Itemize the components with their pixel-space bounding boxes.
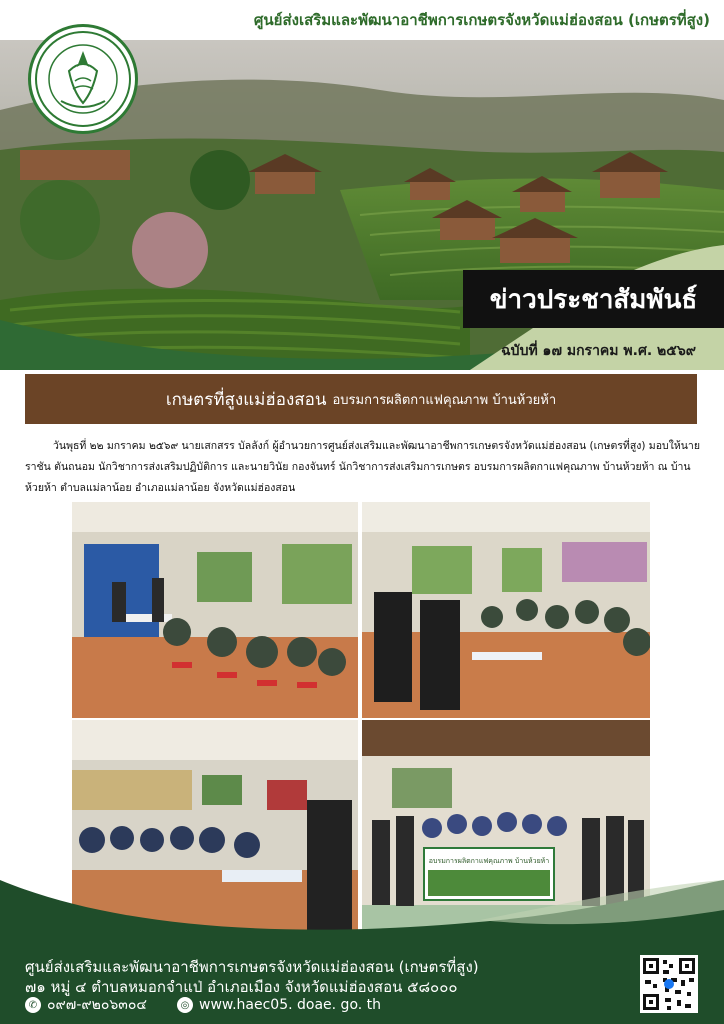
news-paragraph: วันพุธที่ ๒๒ มกราคม ๒๕๖๙ นายเสกสรร บัลลังก์ ผู้อำนวยการศูนย์ส่งเสริมและพัฒนาอาชีพการเกษตรจังหวัดแม่ฮ่องสอน (เกษตรที่สูง) มอบให้นายราชัน ตันถนอม นักวิชาการส่งเสริมปฏิบัติการ และนายวินัย กองจันทร์ นักวิชาการส่งเสริมการเกษตร อบรมการผลิตกาแฟคุณภาพ บ้านห้วยห้า ณ บ้านห้วยห้า ตำบลแม่ลาน้อย อำเภอแม่ลาน้อย จังหวัดแม่ฮ่องสอน <box>25 440 700 494</box>
footer-website[interactable]: www.haec05. doae. go. th <box>199 997 382 1013</box>
footer-org-name: ศูนย์ส่งเสริมและพัฒนาอาชีพการเกษตรจังหวัดแม่ฮ่องสอน (เกษตรที่สูง) <box>25 958 479 976</box>
footer-contact <box>25 994 381 1016</box>
press-release-badge: ข่าวประชาสัมพันธ์ <box>463 270 724 328</box>
header-title: ศูนย์ส่งเสริมและพัฒนาอาชีพการเกษตรจังหวัดแม่ฮ่องสอน (เกษตรที่สูง) <box>253 11 710 29</box>
phone-icon: ✆ <box>25 997 41 1013</box>
training-room-photo-1 <box>72 502 358 718</box>
department-seal-icon <box>28 24 138 134</box>
footer-address: ๗๑ หมู่ ๔ ตำบลหมอกจำแป่ อำเภอเมือง จังหวัดแม่ฮ่องสอน ๕๘๐๐๐ <box>25 978 458 996</box>
headline-main: เกษตรที่สูงแม่ฮ่องสอน <box>165 389 327 410</box>
issue-label: ฉบับที่ ๑๗ มกราคม พ.ศ. ๒๕๖๙ <box>501 343 696 359</box>
headline-sub: อบรมการผลิตกาแฟคุณภาพ บ้านห้วยห้า <box>332 392 557 408</box>
footer-phone: ๐๙๗-๙๒๐๖๓๐๔ <box>47 997 148 1013</box>
headline-bar <box>25 374 697 424</box>
training-room-photo-2 <box>362 502 650 718</box>
banner-text: อบรมการผลิตกาแฟคุณภาพ บ้านห้วยห้า <box>428 857 550 865</box>
photo-collage <box>72 502 650 934</box>
qr-code-icon[interactable] <box>640 955 698 1013</box>
web-icon: ◎ <box>177 997 193 1013</box>
